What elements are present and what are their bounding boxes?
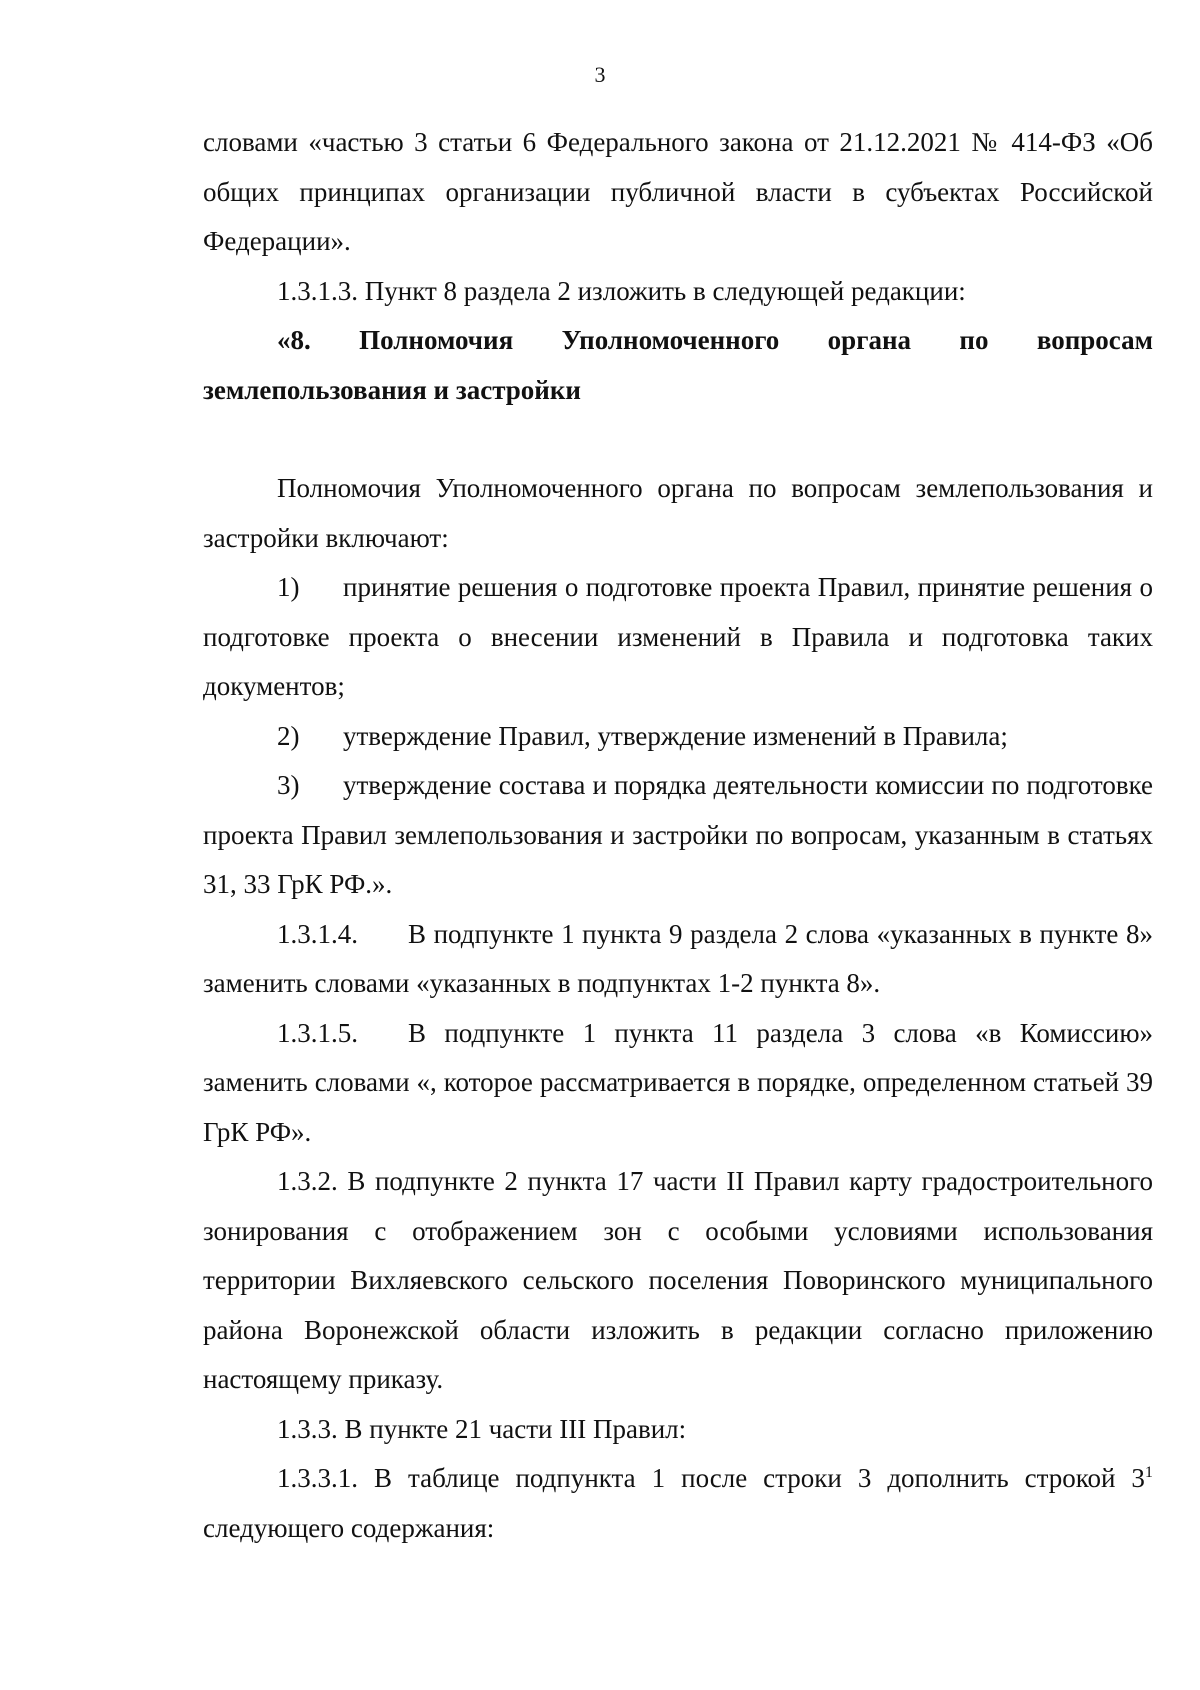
list-item-text: принятие решения о подготовке проекта Правил, принятие решения о подготовке проекта о внесении изменений в Правила и подготовка таких документов; <box>203 572 1153 701</box>
page-number: 3 <box>594 62 606 87</box>
list-item-number: 2) <box>277 720 300 751</box>
list-item-2 <box>203 712 1153 762</box>
superscript: 1 <box>1144 1463 1153 1481</box>
list-item-number: 3) <box>277 770 300 800</box>
clause-text: В подпункте 1 пункта 9 раздела 2 слова «указанных в пункте 8» заменить словами «указанных в подпунктах 1-2 пункта 8». <box>203 918 1153 998</box>
clause-number: 1.3.1.5. <box>277 1017 358 1048</box>
list-item-number: 1) <box>277 572 300 602</box>
list-item-1 <box>203 563 1153 712</box>
paragraph-powers-intro: Полномочия Уполномоченного органа по вопросам землепользования и застройки включают: <box>203 473 1153 553</box>
paragraph-1-3-1-4 <box>203 910 1153 1009</box>
list-item-text: утверждение Правил, утверждение изменений в Правила; <box>343 720 1008 751</box>
list-item-text: утверждение состава и порядка деятельности комиссии по подготовке проекта Правил землепользования и застройки по вопросам, указанным в статьях 31, 33 ГрК РФ.». <box>203 770 1153 899</box>
paragraph-text-end: следующего содержания: <box>203 1512 495 1543</box>
paragraph-1-3-1-5 <box>203 1009 1153 1158</box>
paragraph-text: 1.3.3.1. В таблице подпункта 1 после строки 3 дополнить строкой 3 <box>277 1463 1145 1493</box>
clause-text: В подпункте 1 пункта 11 раздела 3 слова «в Комиссию» заменить словами «, которое рассматривается в порядке, определенном статьей 39 ГрК РФ». <box>203 1017 1153 1147</box>
list-item-3 <box>203 761 1153 910</box>
paragraph-1-3-1-3: 1.3.1.3. Пункт 8 раздела 2 изложить в следующей редакции: <box>277 275 966 306</box>
section-heading: «8. Полномочия Уполномоченного органа по вопросам землепользования и застройки <box>203 325 1153 405</box>
paragraph-1-3-2: 1.3.2. В подпункте 2 пункта 17 части II Правил карту градостроительного зонирования с отображением зон с особыми условиями использования территории Вихляевского сельского поселения Поворинского муниципального района Воронежской области изложить в редакции согласно приложению настоящему приказу. <box>203 1166 1153 1394</box>
document-body <box>203 118 1153 1553</box>
paragraph-1-3-3-1 <box>203 1454 1153 1553</box>
paragraph-1-3-3: 1.3.3. В пункте 21 части III Правил: <box>277 1413 687 1444</box>
paragraph-continuation: словами «частью 3 статьи 6 Федерального закона от 21.12.2021 № 414-ФЗ «Об общих принципах организации публичной власти в субъектах Российской Федерации». <box>203 127 1153 256</box>
clause-number: 1.3.1.4. <box>277 918 358 949</box>
